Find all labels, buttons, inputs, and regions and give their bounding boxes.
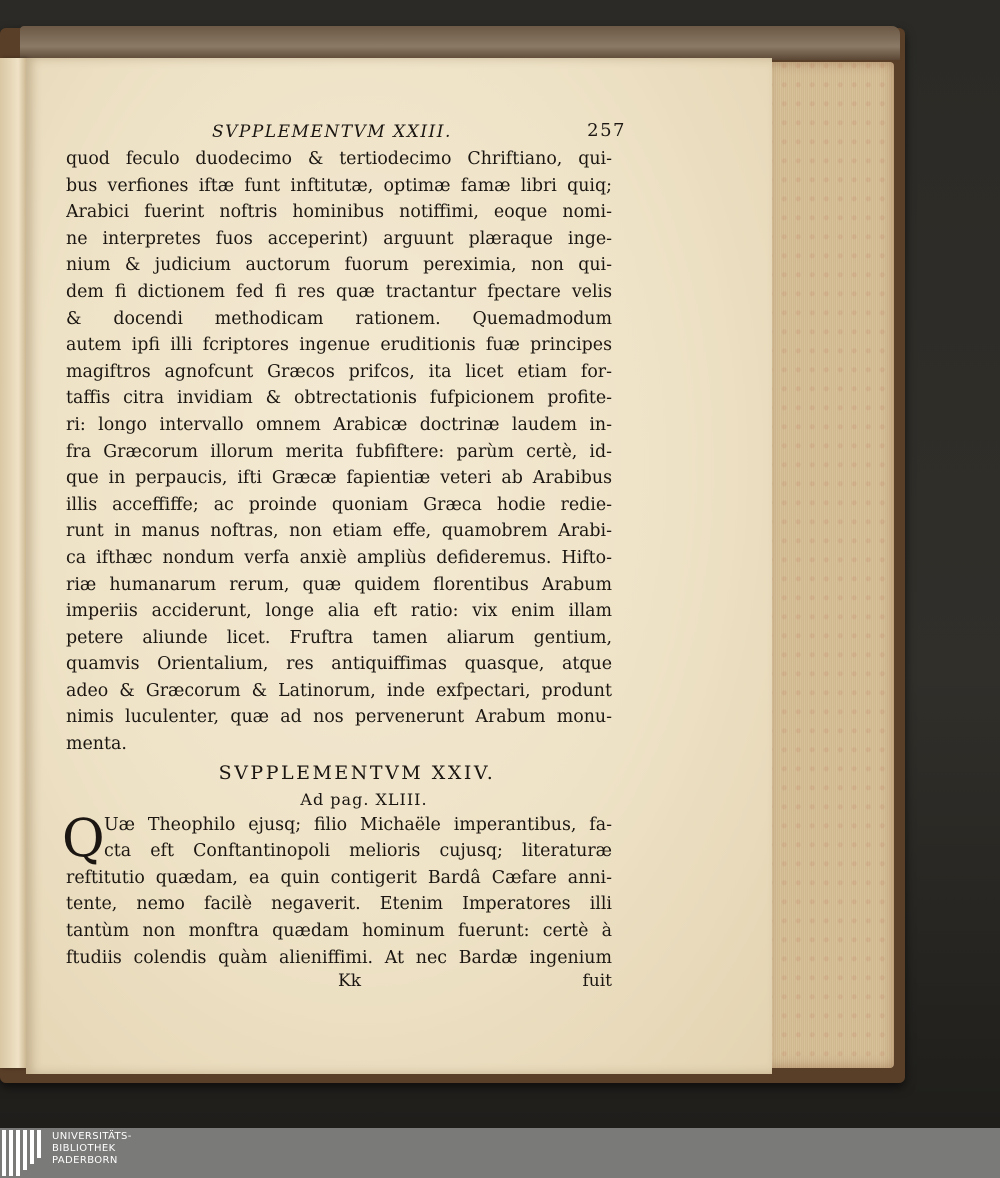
page-footer-line <box>66 971 612 997</box>
running-head <box>66 120 626 146</box>
library-name-line-2: BIBLIOTHEK <box>52 1143 116 1154</box>
text-line: taffis citra invidiam & obtrectationis fufpicionem profite- <box>66 388 612 409</box>
text-line: & docendi methodicam rationem. Quemadmodum <box>66 308 612 329</box>
text-line: riæ humanarum rerum, quæ quidem florentibus Arabum <box>66 574 612 595</box>
catchword: fuit <box>582 971 612 992</box>
text-line: petere aliunde licet. Fruftra tamen aliarum gentium, <box>66 627 612 648</box>
signature-mark: Kk <box>338 971 362 992</box>
text-line: cta eft Conftantinopoli melioris cujusq; literaturæ <box>104 841 612 862</box>
page-block-fore-edge <box>766 62 894 1068</box>
library-name-line-3: PADERBORN <box>52 1155 118 1166</box>
running-head-title: SVPPLEMENTVM XXIII. <box>212 122 452 142</box>
library-name-line-1: UNIVERSITÄTS- <box>52 1131 132 1142</box>
text-line: adeo & Græcorum & Latinorum, inde exfpectari, produnt <box>66 680 612 701</box>
library-footer-bar <box>0 1128 1000 1178</box>
section-heading: SVPPLEMENTVM XXIV. <box>218 761 496 784</box>
text-line: reftitutio quædam, ea quin contigerit Bardâ Cæfare anni- <box>66 867 612 888</box>
text-line: menta. <box>66 734 127 755</box>
text-line: bus verfiones iftæ funt inftitutæ, optimæ famæ libri quiq; <box>66 175 612 196</box>
text-line: magiftros agnofcunt Græcos prifcos, ita licet etiam for- <box>66 361 612 382</box>
drop-cap: Q <box>62 808 105 869</box>
text-line: illis acceffiffe; ac proinde quoniam Græca hodie redie- <box>66 494 612 515</box>
text-line: tantùm non monftra quædam hominum fuerunt: certè à <box>66 921 612 942</box>
page-text <box>62 120 626 997</box>
text-line: ca ifthæc nondum verfa anxiè ampliùs defideremus. Hifto- <box>66 547 612 568</box>
text-line: imperiis acciderunt, longe alia eft ratio: vix enim illam <box>66 601 612 622</box>
text-line: tente, nemo facilè negaverit. Etenim Imperatores illi <box>66 894 612 915</box>
text-line: Arabici fuerint noftris hominibus notiffimi, eoque nomi- <box>66 202 612 223</box>
library-logo-icon <box>2 1130 46 1176</box>
text-line: runt in manus noftras, non etiam effe, quamobrem Arabi- <box>66 521 612 542</box>
text-line: ftudiis colendis quàm alieniffimi. At nec Bardæ ingenium <box>66 947 612 968</box>
text-line: ri: longo intervallo omnem Arabicæ doctrinæ laudem in- <box>66 414 612 435</box>
page-number: 257 <box>587 120 626 141</box>
text-line: nium & judicium auctorum fuorum pereximia, non qui- <box>66 255 612 276</box>
text-line: fra Græcorum illorum merita fubfiftere: parùm certè, id- <box>66 441 612 462</box>
text-line: dem fi dictionem fed fi res quæ tractantur fpectare velis <box>66 281 612 302</box>
paragraph-1 <box>66 146 612 758</box>
text-line: quamvis Orientalium, res antiquiffimas quasque, atque <box>66 654 612 675</box>
text-line: Uæ Theophilo ejusq; filio Michaële imperantibus, fa- <box>104 814 612 835</box>
text-line: que in perpaucis, ifti Græcæ fapientiæ veteri ab Arabibus <box>66 468 612 489</box>
library-logo-text <box>52 1131 132 1167</box>
text-line: ne interpretes fuos acceperint) arguunt plæraque inge- <box>66 228 612 249</box>
left-page-edge <box>0 58 26 1068</box>
text-line: quod feculo duodecimo & tertiodecimo Chriftiano, qui- <box>66 149 612 169</box>
text-line: nimis luculenter, quæ ad nos pervenerunt Arabum monu- <box>66 707 612 728</box>
section-subheading: Ad pag. XLIII. <box>300 789 428 809</box>
book-cover-top-edge <box>20 26 900 60</box>
paragraph-2 <box>62 808 612 972</box>
text-line: autem ipfi illi fcriptores ingenue eruditionis fuæ principes <box>66 335 612 356</box>
